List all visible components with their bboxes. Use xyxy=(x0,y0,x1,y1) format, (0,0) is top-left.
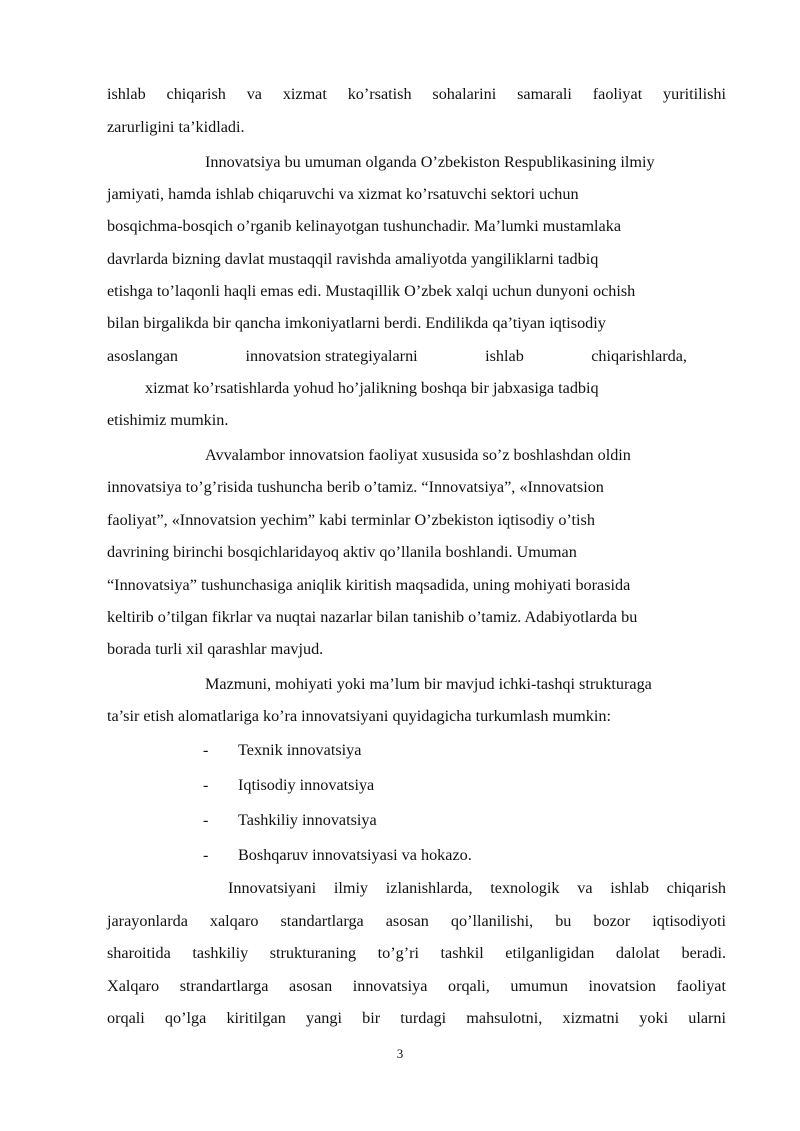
text-line: xizmat ko’rsatishlarda yohud ho’jalikning boshqa bir jabxasiga tadbiq xyxy=(145,379,599,397)
list-item xyxy=(203,845,726,865)
text-line: orqali qo’lga kiritilgan yangi bir turdagi mahsulotni, xizmatni yoki ularni xyxy=(107,1009,726,1027)
text-line: Xalqaro strandartlarga asosan innovatsiya orqali, umumun inovatsion faoliyat xyxy=(107,977,726,995)
text-line: Avvalambor innovatsion faoliyat xususida so’z boshlashdan oldin xyxy=(205,446,631,464)
text-line: “Innovatsiya” tushunchasiga aniqlik kiritish maqsadida, uning mohiyati borasida xyxy=(107,576,631,594)
list-item-text: Iqtisodiy innovatsiya xyxy=(238,776,375,794)
text-line: bosqichma-bosqich o’rganib kelinayotgan tushunchadir. Ma’lumki mustamlaka xyxy=(107,217,621,235)
text-line: ishlab chiqarish va xizmat ko’rsatish sohalarini samarali faoliyat yuritilishi xyxy=(107,85,726,103)
word: ishlab xyxy=(485,347,524,365)
bullet-dash: - xyxy=(203,846,209,864)
bullet-dash: - xyxy=(203,776,209,794)
list-item-text: Boshqaruv innovatsiyasi va hokazo. xyxy=(238,846,472,864)
list-item-text: Texnik innovatsiya xyxy=(238,741,362,759)
word: chiqarishlarda, xyxy=(591,347,687,365)
text-line: Mazmuni, mohiyati yoki ma’lum bir mavjud ichki-tashqi strukturaga xyxy=(205,675,652,693)
text-line: etishimiz mumkin. xyxy=(107,411,229,429)
list-item xyxy=(203,740,726,760)
text-line: jamiyati, hamda ishlab chiqaruvchi va xizmat ko’rsatuvchi sektori uchun xyxy=(107,185,579,203)
text-line: Innovatsiya bu umuman olganda O’zbekiston Respublikasining ilmiy xyxy=(205,153,655,171)
word: innovatsion strategiyalarni xyxy=(245,347,418,365)
text-line: zarurligini ta’kidladi. xyxy=(107,118,245,136)
text-line: ta’sir etish alomatlariga ko’ra innovatsiyani quyidagicha turkumlash mumkin: xyxy=(107,707,611,725)
list-item xyxy=(203,810,726,830)
text-line: davrining birinchi bosqichlaridayoq aktiv qo’llanila boshlandi. Umuman xyxy=(107,543,577,561)
text-line: davrlarda bizning davlat mustaqqil ravishda amaliyotda yangiliklarni tadbiq xyxy=(107,250,599,268)
word: asoslangan xyxy=(107,347,179,365)
list-item xyxy=(203,775,726,795)
list-item-text: Tashkiliy innovatsiya xyxy=(238,811,377,829)
page-number: 3 xyxy=(396,1046,404,1061)
text-line: Innovatsiyani ilmiy izlanishlarda, texnologik va ishlab chiqarish xyxy=(228,879,726,897)
bullet-dash: - xyxy=(203,811,209,829)
bullet-dash: - xyxy=(203,741,209,759)
text-line: jarayonlarda xalqaro standartlarga asosan qo’llanilishi, bu bozor iqtisodiyoti xyxy=(107,912,726,930)
text-line: borada turli xil qarashlar mavjud. xyxy=(107,640,324,658)
text-line: faoliyat”, «Innovatsion yechim” kabi terminlar O’zbekiston iqtisodiy o’tish xyxy=(107,511,595,529)
text-line: etishga to’laqonli haqli emas edi. Mustaqillik O’zbek xalqi uchun dunyoni ochish xyxy=(107,282,636,300)
text-line: bilan birgalikda bir qancha imkoniyatlarni berdi. Endilikda qa’tiyan iqtisodiy xyxy=(107,314,606,332)
text-line: innovatsiya to’g’risida tushuncha berib o’tamiz. “Innovatsiya”, «Innovatsion xyxy=(107,478,604,496)
text-line-spread xyxy=(107,346,687,366)
text-line: keltirib o’tilgan fikrlar va nuqtai nazarlar bilan tanishib o’tamiz. Adabiyotlarda bu xyxy=(107,608,638,626)
text-line: sharoitida tashkiliy strukturaning to’g’ri tashkil etilganligidan dalolat beradi. xyxy=(107,944,726,962)
